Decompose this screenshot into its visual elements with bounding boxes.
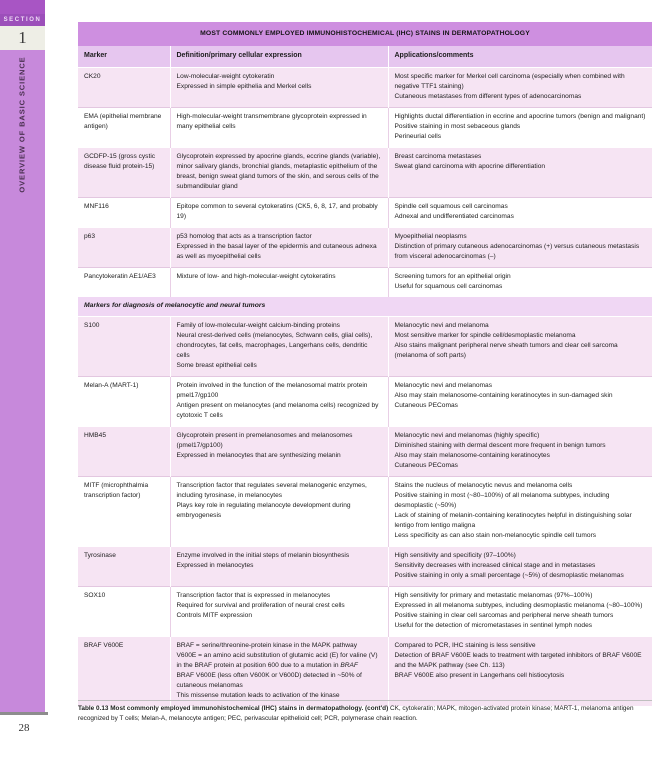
table-row bbox=[78, 268, 652, 298]
cell-line: Plays key role in regulating melanocyte development during embryogenesis bbox=[176, 501, 351, 519]
table-row bbox=[78, 198, 652, 228]
column-header-applications: Applications/comments bbox=[388, 46, 652, 67]
cell-line: Protein involved in the function of the melanosomal matrix protein pmel17/gp100 bbox=[176, 381, 368, 399]
section-title-vertical: OVERVIEW OF BASIC SCIENCE bbox=[17, 56, 27, 193]
cell-definition bbox=[170, 316, 388, 376]
page-footer-rule bbox=[0, 712, 48, 715]
cell-line: Some breast epithelial cells bbox=[176, 361, 257, 369]
cell-line: Stains the nucleus of melanocytic nevus and melanoma cells bbox=[394, 481, 573, 489]
table-row bbox=[78, 636, 652, 706]
caption-label: Table 0.13 bbox=[78, 705, 109, 712]
cell-marker: S100 bbox=[78, 316, 170, 376]
table-row bbox=[78, 316, 652, 376]
cell-marker: p63 bbox=[78, 228, 170, 268]
cell-line: Positive staining in most (~80–100%) of all melanoma subtypes, including desmoplastic (~50%) bbox=[394, 491, 610, 509]
cell-line: Enzyme involved in the initial steps of melanin biosynthesis bbox=[176, 551, 350, 559]
cell-marker: MNF116 bbox=[78, 198, 170, 228]
cell-line: Low-molecular-weight cytokeratin bbox=[176, 72, 275, 80]
cell-line: Spindle cell squamous cell carcinomas bbox=[394, 203, 508, 211]
cell-line: Diminished staining with dermal descent more frequent in benign tumors bbox=[394, 441, 606, 449]
cell-line: Positive staining in only a small percentage (~5%) of desmoplastic melanomas bbox=[394, 571, 624, 579]
table-row bbox=[78, 228, 652, 268]
cell-line: Transcription factor that regulates several melanogenic enzymes, including tyrosinase, in melanocytes bbox=[176, 481, 367, 499]
cell-line: Less specificity as can also stain non-melanocytic spindle cell tumors bbox=[394, 531, 597, 539]
page-number: 28 bbox=[18, 722, 30, 734]
table-row bbox=[78, 586, 652, 636]
table-row bbox=[78, 148, 652, 198]
cell-marker: HMB45 bbox=[78, 426, 170, 476]
cell-line: Transcription factor that is expressed in melanocytes bbox=[176, 591, 331, 599]
cell-line: Melanocytic nevi and melanomas bbox=[394, 381, 492, 389]
cell-applications bbox=[388, 148, 652, 198]
cell-marker: MITF (microphthalmia transcription factor) bbox=[78, 476, 170, 546]
cell-applications bbox=[388, 426, 652, 476]
cell-line: BRAF V600E also present in Langerhans cell histiocytosis bbox=[394, 672, 565, 679]
table-column-header-row bbox=[78, 46, 652, 67]
cell-line: Melanocytic nevi and melanomas (highly specific) bbox=[394, 431, 540, 439]
cell-definition bbox=[170, 546, 388, 586]
cell-marker: SOX10 bbox=[78, 586, 170, 636]
table-group-heading: Markers for diagnosis of melanocytic and neural tumors bbox=[78, 297, 652, 316]
cell-line: Compared to PCR, IHC staining is less sensitive bbox=[394, 641, 536, 649]
cell-definition bbox=[170, 198, 388, 228]
caption-text: Most commonly employed immunohistochemical (IHC) stains in dermatopathology. (cont'd) bbox=[108, 705, 389, 712]
cell-marker: Pancytokeratin AE1/AE3 bbox=[78, 268, 170, 298]
cell-line: Also stains malignant peripheral nerve sheath tumors and clear cell sarcoma (melanoma of soft parts) bbox=[394, 341, 618, 359]
cell-definition bbox=[170, 268, 388, 298]
table-row bbox=[78, 376, 652, 426]
cell-applications bbox=[388, 636, 652, 706]
cell-line: Adnexal and undifferentiated carcinomas bbox=[394, 213, 514, 221]
section-tab-accent-band bbox=[0, 0, 45, 14]
table-row bbox=[78, 426, 652, 476]
cell-applications bbox=[388, 108, 652, 148]
cell-line: Sensitivity decreases with increased clinical stage and in metastases bbox=[394, 561, 596, 569]
table-row bbox=[78, 108, 652, 148]
cell-line: Screening tumors for an epithelial origin bbox=[394, 273, 511, 281]
cell-line: Cutaneous PEComas bbox=[394, 461, 458, 469]
cell-line: p53 homolog that acts as a transcription factor bbox=[176, 233, 312, 241]
cell-marker: CK20 bbox=[78, 67, 170, 107]
cell-applications bbox=[388, 476, 652, 546]
cell-line: Expressed in melanocytes bbox=[176, 561, 254, 569]
cell-definition bbox=[170, 426, 388, 476]
cell-definition bbox=[170, 108, 388, 148]
cell-line: Also may stain melanosome-containing keratinocytes bbox=[394, 451, 550, 459]
cell-applications bbox=[388, 586, 652, 636]
cell-definition bbox=[170, 476, 388, 546]
cell-line: Cutaneous PEComas bbox=[394, 401, 458, 409]
cell-line: Most sensitive marker for spindle cell/desmoplastic melanoma bbox=[394, 331, 576, 339]
cell-line: High sensitivity for primary and metastatic melanomas (97%–100%) bbox=[394, 591, 593, 599]
cell-applications bbox=[388, 316, 652, 376]
section-number: 1 bbox=[0, 26, 45, 50]
cell-applications bbox=[388, 228, 652, 268]
cell-definition bbox=[170, 67, 388, 107]
cell-line: Perineurial cells bbox=[394, 133, 442, 141]
cell-line: Useful for squamous cell carcinomas bbox=[394, 283, 503, 291]
cell-line: Mixture of low- and high-molecular-weight cytokeratins bbox=[176, 273, 336, 281]
cell-applications bbox=[388, 546, 652, 586]
cell-line: Glycoprotein expressed by apocrine glands, eccrine glands (variable), minor salivary glands, bronchial glands, metaplastic epithelium of the breast, benign sweat gland tumors of the skin, and serous cells of the submandibular gland bbox=[176, 153, 381, 191]
cell-applications bbox=[388, 268, 652, 298]
cell-line: Glycoprotein present in premelanosomes and melanosomes (pmel17/gp100) bbox=[176, 431, 353, 449]
cell-definition bbox=[170, 228, 388, 268]
cell-line: Expressed in melanocytes that are synthesizing melanin bbox=[176, 451, 341, 459]
cell-marker: BRAF V600E bbox=[78, 636, 170, 706]
cell-line: Expressed in simple epithelia and Merkel cells bbox=[176, 82, 312, 90]
cell-definition bbox=[170, 586, 388, 636]
cell-line: Myoepithelial neoplasms bbox=[394, 233, 467, 241]
cell-marker: EMA (epithelial membrane antigen) bbox=[78, 108, 170, 148]
cell-line: Family of low-molecular-weight calcium-binding proteins bbox=[176, 321, 340, 329]
cell-line: Also may stain melanosome-containing keratinocytes in sun-damaged skin bbox=[394, 391, 613, 399]
cell-line: BRAF V600E (less often V600K or V600D) detected in ~50% of cutaneous melanomas bbox=[176, 672, 362, 690]
ihc-stains-table-container bbox=[78, 22, 652, 706]
column-header-definition: Definition/primary cellular expression bbox=[170, 46, 388, 67]
table-group-heading-row bbox=[78, 297, 652, 316]
cell-line: BRAF = serine/threonine-protein kinase in the MAPK pathway bbox=[176, 641, 358, 649]
cell-line: Neural crest-derived cells (melanocytes, Schwann cells, glial cells), chondrocytes, fat cells, macrophages, Langerhans cells, dendritic cells bbox=[176, 331, 373, 359]
section-tab bbox=[0, 0, 45, 712]
cell-line: Expressed in all melanoma subtypes, including desmoplastic melanoma (~80–100%) bbox=[394, 601, 643, 609]
section-label: SECTION bbox=[0, 14, 45, 26]
cell-line: Melanocytic nevi and melanoma bbox=[394, 321, 489, 329]
cell-definition bbox=[170, 376, 388, 426]
cell-line: Positive staining in most sebaceous glands bbox=[394, 123, 521, 131]
cell-line: Detection of BRAF V600E leads to treatment with targeted inhibitors of BRAF V600E and the MAPK pathway (see Ch. 113) bbox=[394, 651, 642, 669]
cell-line: Lack of staining of melanin-containing keratinocytes helpful in distinguishing solar lentigo from lentigo maligna bbox=[394, 511, 632, 529]
table-row bbox=[78, 67, 652, 107]
cell-applications bbox=[388, 376, 652, 426]
table-title-row bbox=[78, 22, 652, 46]
cell-line: Controls MITF expression bbox=[176, 611, 252, 619]
cell-line: High sensitivity and specificity (97–100%) bbox=[394, 551, 516, 559]
table-row bbox=[78, 476, 652, 546]
table-row bbox=[78, 546, 652, 586]
table-title: MOST COMMONLY EMPLOYED IMMUNOHISTOCHEMICAL (IHC) STAINS IN DERMATOPATHOLOGY bbox=[78, 22, 652, 46]
cell-definition bbox=[170, 148, 388, 198]
cell-marker: Tyrosinase bbox=[78, 546, 170, 586]
ihc-stains-table bbox=[78, 22, 652, 706]
caption-abbreviations: CK, cytokeratin; MAPK, mitogen-activated protein kinase; MART-1, melanoma antigen recognized by T cells; Melan-A, melanocyte antigen; PEC, perivascular epithelioid cell; PCR, polymerase chain reaction. bbox=[78, 705, 634, 723]
cell-line: Antigen present on melanocytes (and melanoma cells) recognized by cytotoxic T cells bbox=[176, 401, 379, 419]
cell-marker: Melan-A (MART-1) bbox=[78, 376, 170, 426]
cell-line: High-molecular-weight transmembrane glycoprotein expressed in many epithelial cells bbox=[176, 113, 367, 131]
cell-line: V600E = an amino acid substitution of glutamic acid (E) for valine (V) in the BRAF protein at position 600 due to a mutation in BRAF bbox=[176, 651, 378, 669]
cell-line: Highlights ductal differentiation in eccrine and apocrine tumors (benign and malignant) bbox=[394, 113, 646, 120]
cell-definition bbox=[170, 636, 388, 706]
cell-line: Expressed in the basal layer of the epidermis and cutaneous adnexa as well as myoepithelial cells bbox=[176, 243, 377, 261]
cell-line: Cutaneous metastases from different types of adenocarcinomas bbox=[394, 92, 582, 100]
cell-line: Useful for the detection of micrometastases in sentinel lymph nodes bbox=[394, 621, 593, 629]
column-header-marker: Marker bbox=[78, 46, 170, 67]
cell-line: Required for survival and proliferation of neural crest cells bbox=[176, 601, 345, 609]
cell-line: This missense mutation leads to activation of the kinase bbox=[176, 692, 340, 700]
cell-marker: GCDFP-15 (gross cystic disease fluid protein-15) bbox=[78, 148, 170, 198]
cell-line: Most specific marker for Merkel cell carcinoma (especially when combined with negative TTF1 staining) bbox=[394, 72, 625, 90]
cell-line: Distinction of primary cutaneous adenocarcinomas (+) versus cutaneous metastasis from visceral adenocarcinomas (–) bbox=[394, 243, 640, 261]
cell-line: Sweat gland carcinoma with apocrine differentiation bbox=[394, 163, 546, 171]
cell-line: Epitope common to several cytokeratins (CK5, 6, 8, 17, and probably 19) bbox=[176, 203, 378, 221]
table-caption bbox=[78, 700, 652, 725]
cell-applications bbox=[388, 67, 652, 107]
cell-line: Breast carcinoma metastases bbox=[394, 153, 482, 161]
cell-line: Positive staining in clear cell sarcomas and peripheral nerve sheath tumors bbox=[394, 611, 614, 619]
cell-applications bbox=[388, 198, 652, 228]
